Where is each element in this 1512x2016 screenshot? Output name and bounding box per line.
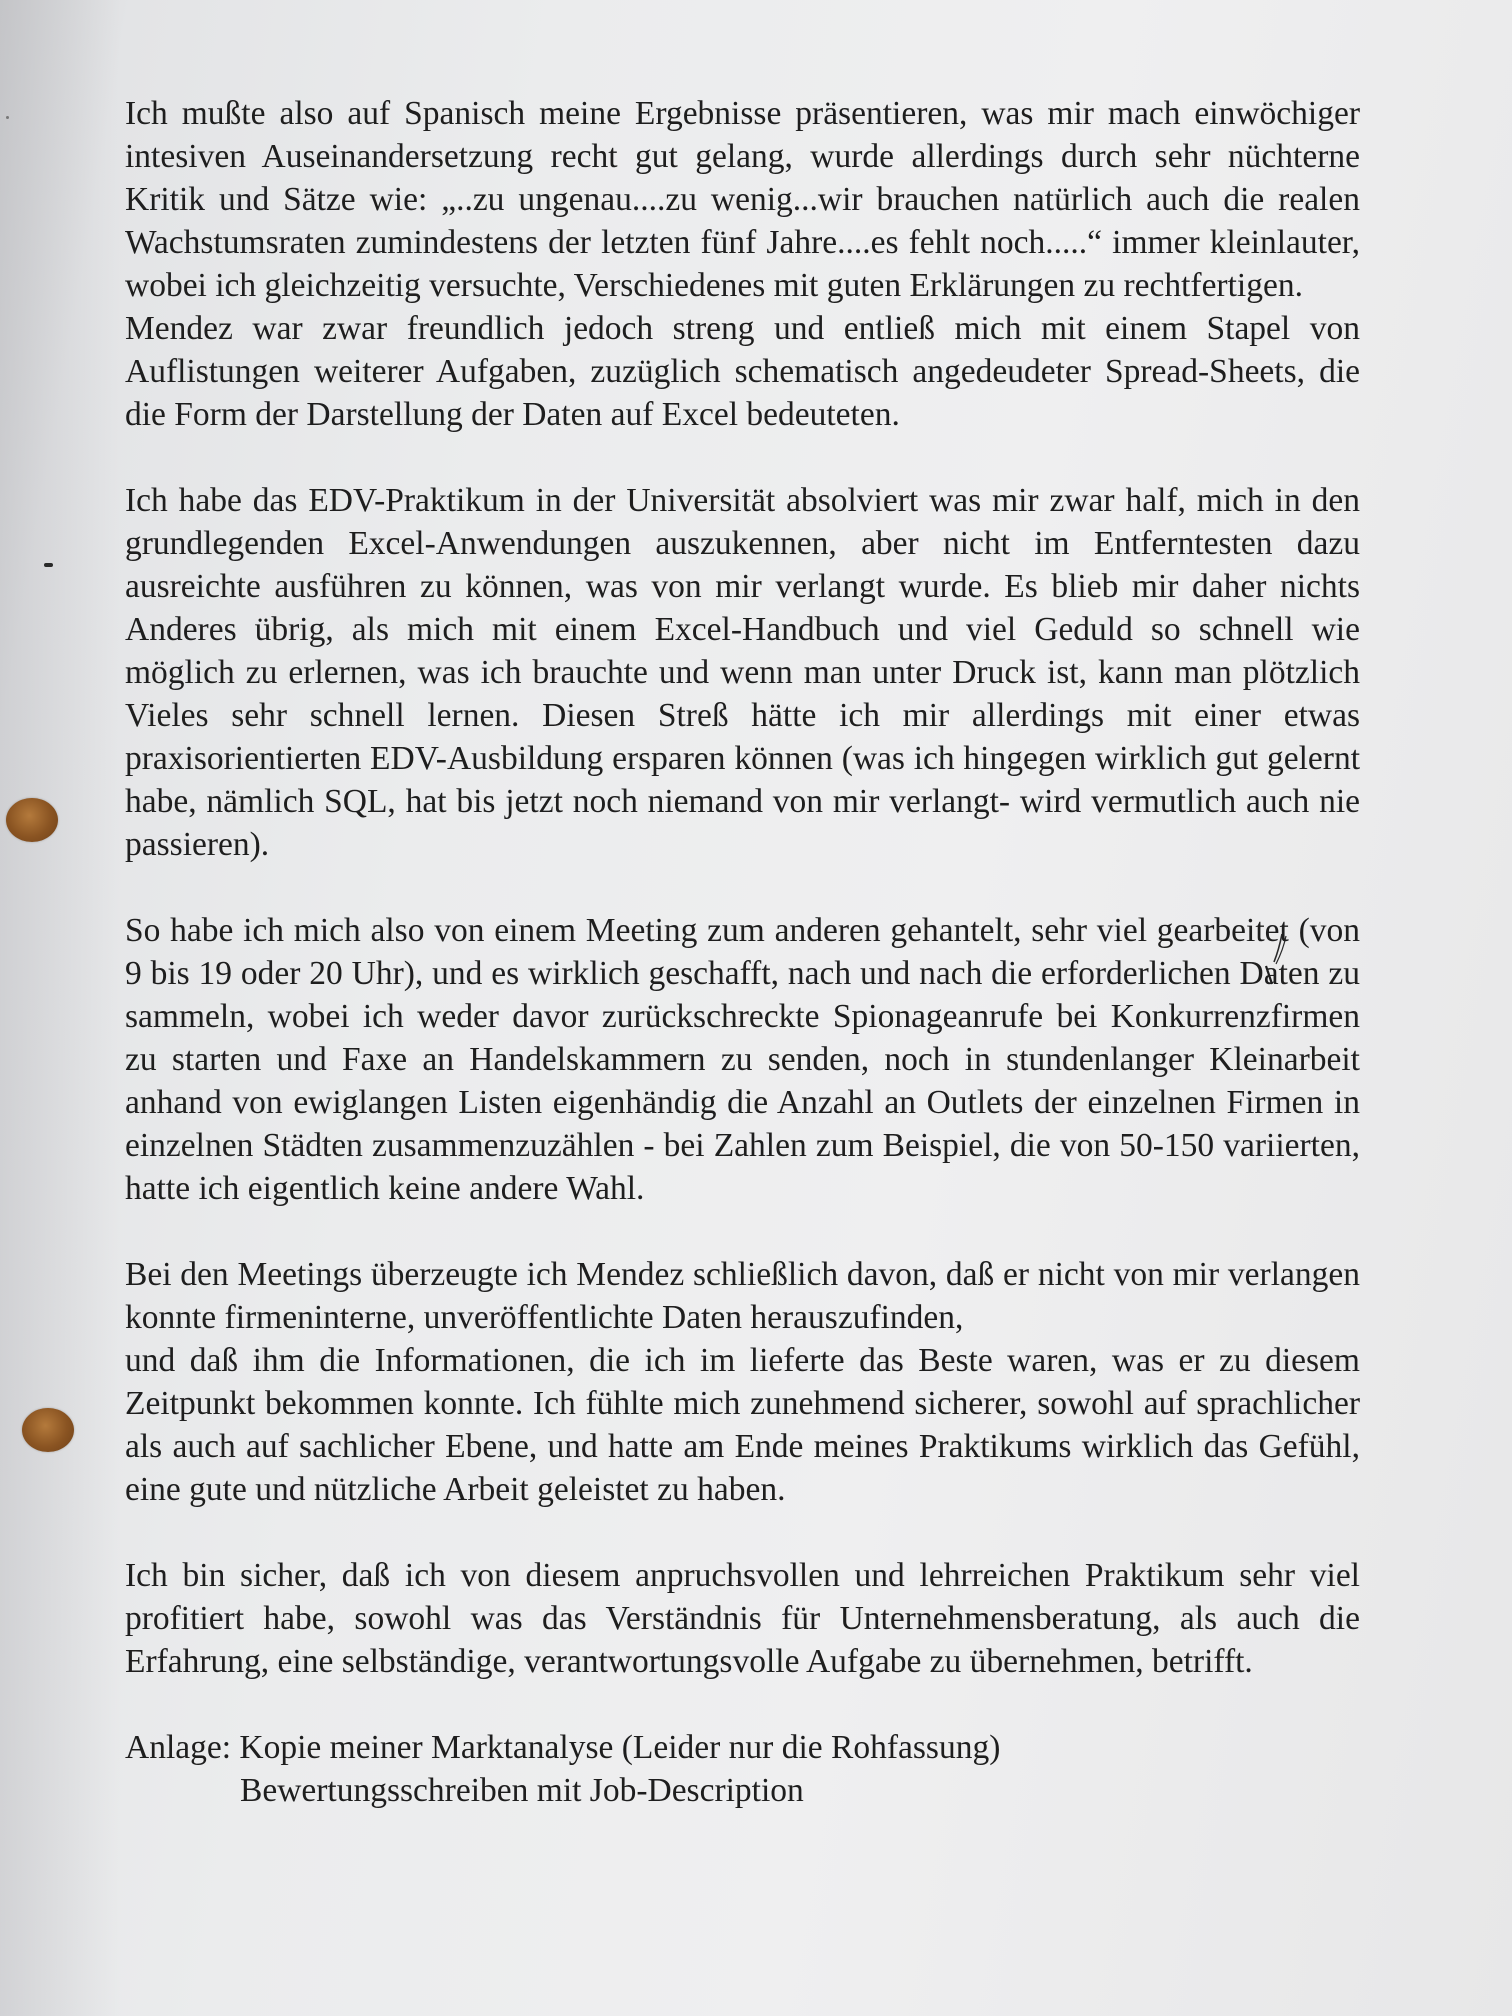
paragraph-edv-training: Ich habe das EDV-Praktikum in der Universität absolviert was mir zwar half, mich in den grundlegenden Excel-Anwendungen auszukennen, aber nicht im Entferntesten dazu ausreichte ausführen zu können, was von mir verlangt wurde. Es blieb mir daher nichts Anderes übrig, als mich mit einem Excel-Handbuch und viel Geduld so schnell wie möglich zu erlernen, was ich brauchte und wenn man unter Druck ist, kann man plötzlich Vieles sehr schnell lernen. Diesen Streß hätte ich mir allerdings mit einer etwas praxisorientierten EDV-Ausbildung ersparen können (was ich hingegen wirklich gut gelernt habe, nämlich SQL, hat bis jetzt noch niemand von mir verlangt- wird vermutlich auch nie passieren). <box>125 482 1360 863</box>
annex-line-market-analysis: Anlage: Kopie meiner Marktanalyse (Leider nur die Rohfassung) <box>125 1729 1001 1766</box>
paragraph-conclusion: Ich bin sicher, daß ich von diesem anpruchsvollen und lehrreichen Praktikum sehr viel profitiert habe, sowohl was das Verständnis für Unternehmensberatung, als auch die Erfahrung, eine selbständige, verantwortungsvolle Aufgabe zu übernehmen, betrifft. <box>125 1557 1360 1680</box>
paper-speck <box>6 116 9 119</box>
punch-hole <box>6 798 58 842</box>
paragraph-mendez-conviction: Bei den Meetings überzeugte ich Mendez schließlich davon, daß er nicht von mir verlangen konnte firmeninterne, unveröffentlichte Daten herauszufinden, und daß ihm die Informationen, die ich im lieferte das Beste waren, was er zu diesem Zeitpunkt bekommen konnte. Ich fühlte mich zunehmend sicherer, sowohl auf sprachlicher als auch auf sachlicher Ebene, und hatte am Ende meines Praktikums wirklich das Gefühl, eine gute und nützliche Arbeit geleistet zu haben. <box>125 1256 1360 1508</box>
paragraph-meetings-work: So habe ich mich also von einem Meeting zum anderen gehantelt, sehr viel gearbeitet (von 9 bis 19 oder 20 Uhr), und es wirklich geschafft, nach und nach die erforderlichen Daten zu sammeln, wobei ich weder davor zurückschreckte Spionageanrufe bei Konkurrenzfirmen zu starten und Faxe an Handelskammern zu senden, noch in stundenlanger Kleinarbeit anhand von ewiglangen Listen eigenhändig die Anzahl an Outlets der einzelnen Firmen in einzelnen Städten zusammenzuzählen - bei Zahlen zum Beispiel, die von 50-150 variierten, hatte ich eigentlich keine andere Wahl. <box>125 912 1360 1207</box>
annex-line-evaluation-letter: Bewertungsschreiben mit Job-Description <box>240 1772 804 1809</box>
paragraph-presentation: Ich mußte also auf Spanisch meine Ergebnisse präsentieren, was mir mach einwöchiger intesiven Auseinandersetzung recht gut gelang, wurde allerdings durch sehr nüchterne Kritik und Sätze wie: „..zu ungenau....zu wenig...wir brauchen natürlich auch die realen Wachstumsraten zumindestens der letzten fünf Jahre....es fehlt noch.....“ immer kleinlauter, wobei ich gleichzeitig versuchte, Verschiedenes mit guten Erklärungen zu rechtfertigen. Mendez war zwar freundlich jedoch streng und entließ mich mit einem Stapel von Auflistungen weiterer Aufgaben, zuzüglich schematisch angedeudeter Spread-Sheets, die die Form der Darstellung der Daten auf Excel bedeuteten. <box>125 95 1360 433</box>
paper-speck <box>44 563 53 567</box>
annex-section <box>125 1726 1360 1812</box>
letter-body <box>125 92 1360 1812</box>
punch-hole <box>22 1408 74 1452</box>
